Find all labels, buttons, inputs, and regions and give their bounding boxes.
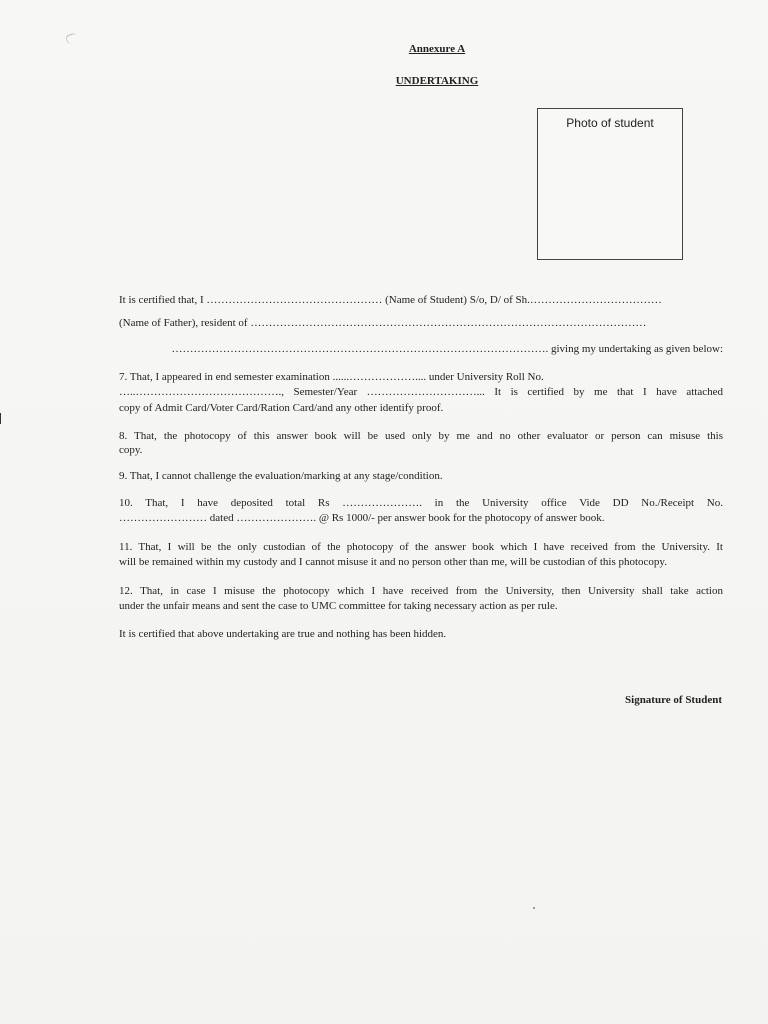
- clause-7-line-3: copy of Admit Card/Voter Card/Ration Card/and any other identify proof.: [119, 402, 444, 414]
- clause-10-line-1: 10. That, I have deposited total Rs …………………. in the University office Vide DD No./Receipt No.: [119, 497, 723, 509]
- certification-line-3: …………………………………………………………………………………………. giving my undertaking as given below:: [171, 343, 723, 355]
- clause-7-line-2: …..…………………………………., Semester/Year …………………………... It is certified by me that I have attached: [119, 386, 723, 398]
- clause-11-line-1: 11. That, I will be the only custodian of the photocopy of the answer book which I have received from the University. It: [119, 541, 723, 553]
- annexure-heading: Annexure A: [408, 43, 466, 55]
- certification-line-2: (Name of Father), resident of ………………………………………………………………………………………………: [119, 317, 647, 329]
- signature-label: Signature of Student: [625, 694, 722, 706]
- clause-8-line-2: copy.: [119, 444, 143, 456]
- clause-10-line-2: …………………… dated …………………. @ Rs 1000/- per answer book for the photocopy of answer book.: [119, 512, 605, 524]
- clause-8-line-1: 8. That, the photocopy of this answer book will be used only by me and no other evaluator or person can misuse this: [119, 430, 723, 442]
- page-title: UNDERTAKING: [395, 75, 479, 87]
- clause-12-line-2: under the unfair means and sent the case to UMC committee for taking necessary action as per rule.: [119, 600, 558, 612]
- clause-11-line-2: will be remained within my custody and I cannot misuse it and no person other than me, will be custodian of this photocopy.: [119, 556, 667, 568]
- photo-box-label: Photo of student: [566, 116, 654, 130]
- student-photo-box: [537, 108, 683, 260]
- certification-line-1: It is certified that, I ………………………………………… (Name of Student) S/o, D/ of Sh.………………………………: [119, 294, 662, 306]
- clause-12-line-1: 12. That, in case I misuse the photocopy which I have received from the University, then University shall take action: [119, 585, 723, 597]
- scan-dot: [533, 907, 535, 909]
- clause-9: 9. That, I cannot challenge the evaluation/marking at any stage/condition.: [119, 470, 443, 482]
- closing-statement: It is certified that above undertaking are true and nothing has been hidden.: [119, 628, 447, 640]
- clause-7-line-1: 7. That, I appeared in end semester examination ......……………….... under University Roll No.: [119, 371, 544, 383]
- scan-edge-mark: [0, 413, 1, 424]
